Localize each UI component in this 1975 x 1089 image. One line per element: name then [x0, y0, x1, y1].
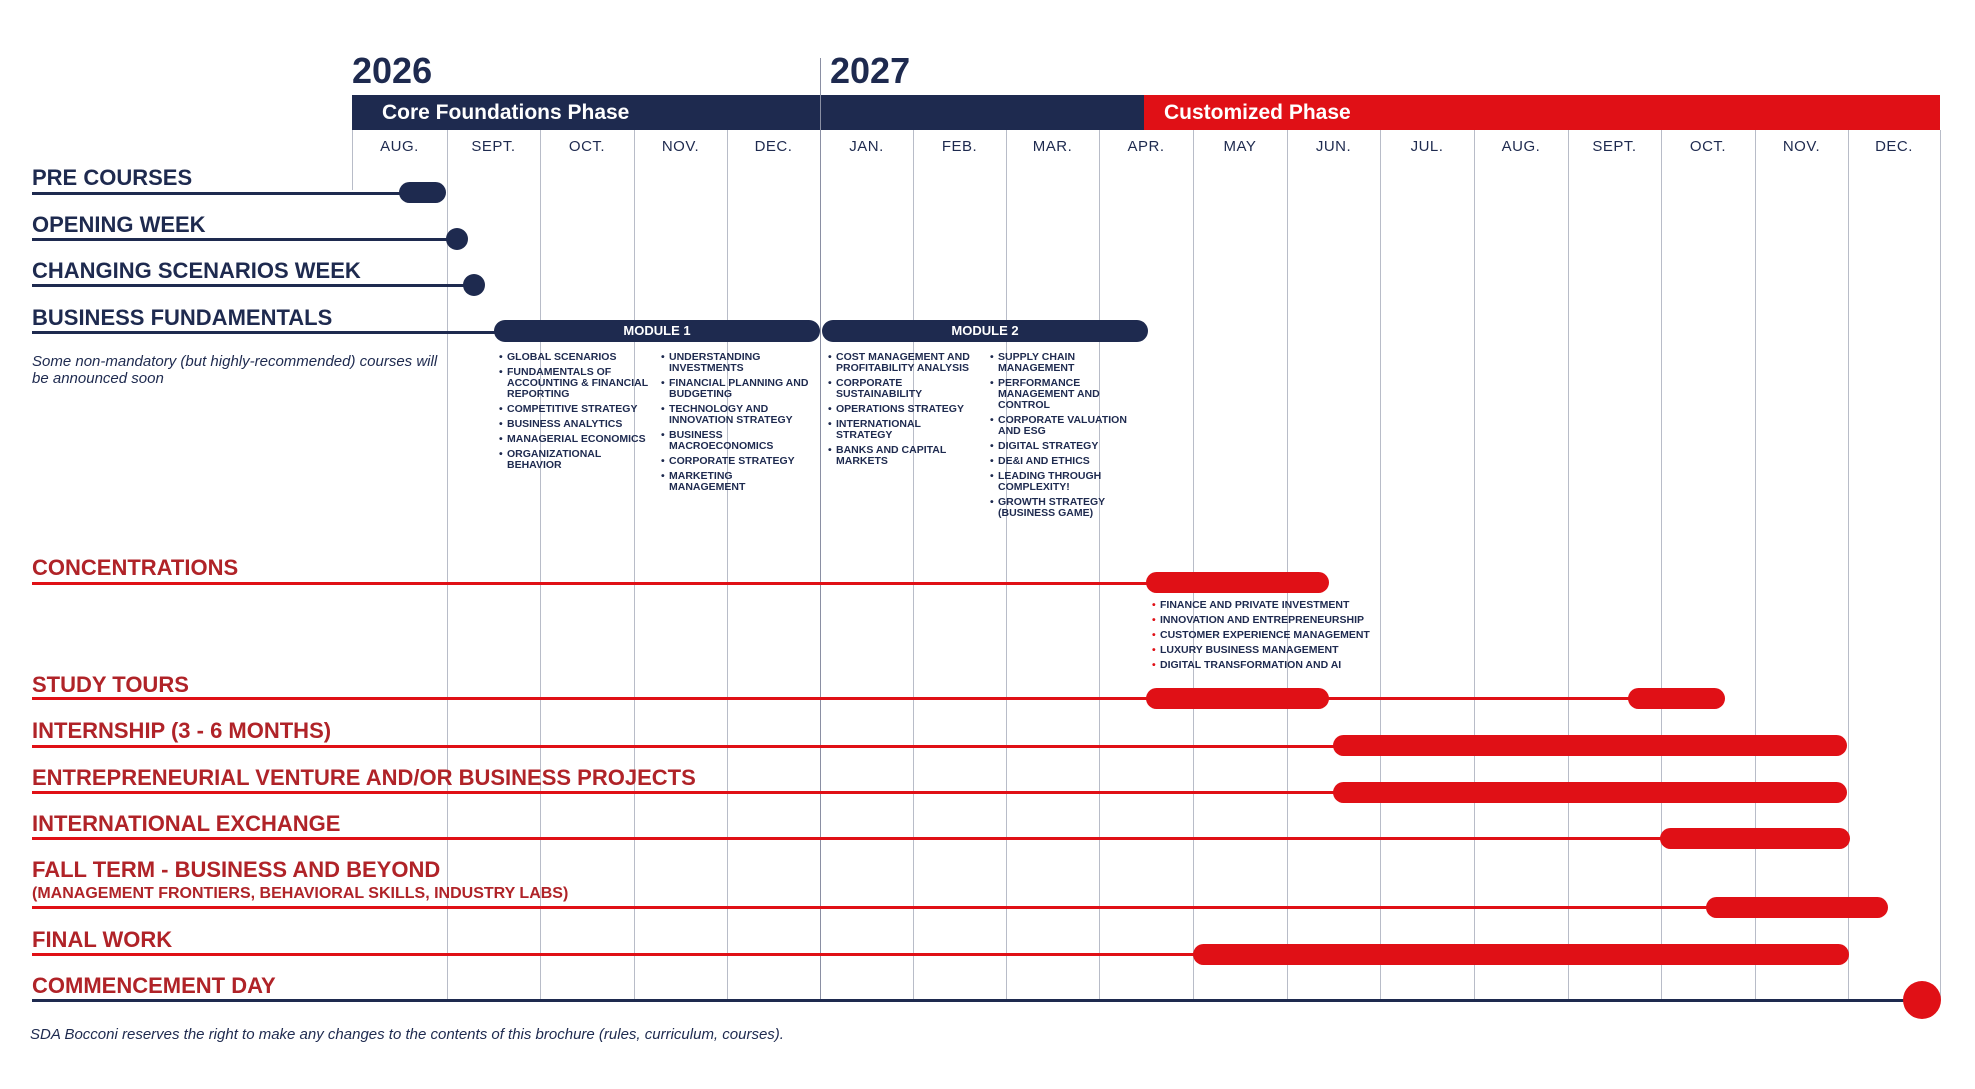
month-gridline	[1661, 130, 1662, 1000]
final-work-line	[32, 953, 1202, 956]
opening-week-dot	[446, 228, 468, 250]
module-2-courses-col-1	[828, 352, 980, 471]
month-gridline	[1568, 130, 1569, 1000]
course-item: • PERFORMANCE MANAGEMENT AND CONTROL	[990, 378, 1140, 411]
internship-bar	[1333, 735, 1847, 756]
month-label: DEC.	[1875, 138, 1913, 155]
course-item: • OPERATIONS STRATEGY	[828, 404, 980, 415]
course-item: • ORGANIZATIONAL BEHAVIOR	[499, 449, 651, 471]
course-item: • GROWTH STRATEGY (BUSINESS GAME)	[990, 497, 1140, 519]
study-tours-bar-1	[1146, 688, 1329, 709]
international-exchange-line	[32, 837, 1672, 840]
month-gridline	[1940, 130, 1941, 1000]
business-fundamentals-line	[32, 331, 498, 334]
month-label: OCT.	[568, 138, 606, 155]
module-1-courses-col-1	[499, 352, 651, 475]
course-item: • CUSTOMER EXPERIENCE MANAGEMENT	[1152, 630, 1392, 641]
month-gridline	[447, 130, 448, 1000]
course-item: • DIGITAL TRANSFORMATION AND AI	[1152, 660, 1392, 671]
course-item: • BUSINESS ANALYTICS	[499, 419, 651, 430]
commencement-line	[32, 999, 1922, 1002]
row-label-international-exchange: INTERNATIONAL EXCHANGE	[32, 811, 341, 836]
course-item: • SUPPLY CHAIN MANAGEMENT	[990, 352, 1140, 374]
course-item: • TECHNOLOGY AND INNOVATION STRATEGY	[661, 404, 809, 426]
study-tours-line	[32, 697, 1672, 700]
changing-scenarios-line	[32, 284, 468, 287]
concentrations-list	[1152, 600, 1392, 675]
row-label-business-fundamentals: BUSINESS FUNDAMENTALS	[32, 305, 333, 330]
month-gridline	[1006, 130, 1007, 1000]
year-divider-line	[820, 58, 821, 1000]
month-gridline	[540, 130, 541, 1000]
month-label: SEPT.	[471, 138, 516, 155]
month-label: NOV.	[1782, 138, 1821, 155]
month-gridline	[913, 130, 914, 1000]
row-label-commencement-day: COMMENCEMENT DAY	[32, 973, 276, 998]
commencement-day-dot	[1903, 981, 1941, 1019]
year-2027: 2027	[830, 50, 911, 91]
course-item: • LEADING THROUGH COMPLEXITY!	[990, 471, 1140, 493]
row-label-entrepreneurial: ENTREPRENEURIAL VENTURE AND/OR BUSINESS PROJECTS	[32, 765, 696, 790]
final-work-bar	[1193, 944, 1849, 965]
course-item: • FINANCE AND PRIVATE INVESTMENT	[1152, 600, 1392, 611]
row-label-final-work: FINAL WORK	[32, 927, 173, 952]
entrepreneurial-line	[32, 791, 1342, 794]
module-2-bar: MODULE 2	[822, 320, 1148, 342]
month-gridline	[1193, 130, 1194, 1000]
concentrations-line	[32, 582, 1152, 585]
month-label: OCT.	[1689, 138, 1727, 155]
course-item: • BANKS AND CAPITAL MARKETS	[828, 445, 980, 467]
month-gridline	[1380, 130, 1381, 1000]
month-label: SEPT.	[1592, 138, 1637, 155]
row-label-internship: INTERNSHIP (3 - 6 MONTHS)	[32, 718, 332, 743]
opening-week-line	[32, 238, 450, 241]
course-item: • FINANCIAL PLANNING AND BUDGETING	[661, 378, 809, 400]
month-label: AUG.	[1501, 138, 1541, 155]
row-label-concentrations: CONCENTRATIONS	[32, 555, 239, 580]
course-item: • DE&I AND ETHICS	[990, 456, 1140, 467]
month-label: AUG.	[380, 138, 419, 155]
customized-phase: Customized Phase	[1144, 95, 1940, 130]
month-gridline	[634, 130, 635, 1000]
fall-term-line	[32, 906, 1722, 909]
course-item: • CORPORATE STRATEGY	[661, 456, 809, 467]
study-tours-bar-2	[1628, 688, 1725, 709]
course-item: • MARKETING MANAGEMENT	[661, 471, 809, 493]
fall-term-bar	[1706, 897, 1888, 918]
international-exchange-bar	[1660, 828, 1850, 849]
footer-disclaimer: SDA Bocconi reserves the right to make any changes to the contents of this brochure (rules, curriculum, courses).	[30, 1026, 784, 1043]
row-label-changing-scenarios: CHANGING SCENARIOS WEEK	[32, 258, 361, 283]
month-label: APR.	[1127, 138, 1165, 155]
month-label: MAR.	[1032, 138, 1073, 155]
course-item: • BUSINESS MACROECONOMICS	[661, 430, 809, 452]
course-item: • COST MANAGEMENT AND PROFITABILITY ANALYSIS	[828, 352, 980, 374]
non-mandatory-note: Some non-mandatory (but highly-recommended) courses will be announced soon	[32, 353, 438, 387]
core-foundations-phase: Core Foundations Phase	[352, 95, 1144, 130]
month-gridline	[1099, 130, 1100, 1000]
entrepreneurial-bar	[1333, 782, 1847, 803]
course-item: • COMPETITIVE STRATEGY	[499, 404, 651, 415]
row-label-opening-week: OPENING WEEK	[32, 212, 206, 237]
year-2026: 2026	[352, 50, 433, 91]
month-gridline	[1474, 130, 1475, 1000]
course-item: • FUNDAMENTALS OF ACCOUNTING & FINANCIAL REPORTING	[499, 367, 651, 400]
month-gridline	[1287, 130, 1288, 1000]
module-1-bar: MODULE 1	[494, 320, 820, 342]
pre-courses-line	[32, 192, 402, 195]
module-2-courses-col-2	[990, 352, 1140, 523]
month-label: JUL.	[1410, 138, 1444, 155]
month-gridline	[1848, 130, 1849, 1000]
course-item: • INNOVATION AND ENTREPRENEURSHIP	[1152, 615, 1392, 626]
pre-courses-bar	[399, 182, 446, 203]
course-item: • INTERNATIONAL STRATEGY	[828, 419, 980, 441]
internship-line	[32, 745, 1342, 748]
month-gridline	[1755, 130, 1756, 1000]
course-item: • MANAGERIAL ECONOMICS	[499, 434, 651, 445]
concentrations-bar	[1146, 572, 1329, 593]
month-label: FEB.	[941, 138, 978, 155]
month-label: MAY	[1223, 138, 1257, 155]
course-item: • CORPORATE VALUATION AND ESG	[990, 415, 1140, 437]
course-item: • GLOBAL SCENARIOS	[499, 352, 651, 363]
month-label: JAN.	[849, 138, 884, 155]
month-label: DEC.	[754, 138, 793, 155]
course-item: • UNDERSTANDING INVESTMENTS	[661, 352, 809, 374]
month-label: JUN.	[1315, 138, 1352, 155]
row-label-fall-term: FALL TERM - BUSINESS AND BEYOND	[32, 857, 441, 882]
course-item: • DIGITAL STRATEGY	[990, 441, 1140, 452]
module-1-courses-col-2	[661, 352, 809, 497]
month-gridline	[727, 130, 728, 1000]
course-item: • LUXURY BUSINESS MANAGEMENT	[1152, 645, 1392, 656]
row-label-pre-courses: PRE COURSES	[32, 165, 193, 190]
month-label: NOV.	[661, 138, 700, 155]
course-item: • CORPORATE SUSTAINABILITY	[828, 378, 980, 400]
fall-term-subtitle: (MANAGEMENT FRONTIERS, BEHAVIORAL SKILLS, INDUSTRY LABS)	[32, 885, 569, 902]
changing-scenarios-dot	[463, 274, 485, 296]
row-label-study-tours: STUDY TOURS	[32, 672, 189, 697]
